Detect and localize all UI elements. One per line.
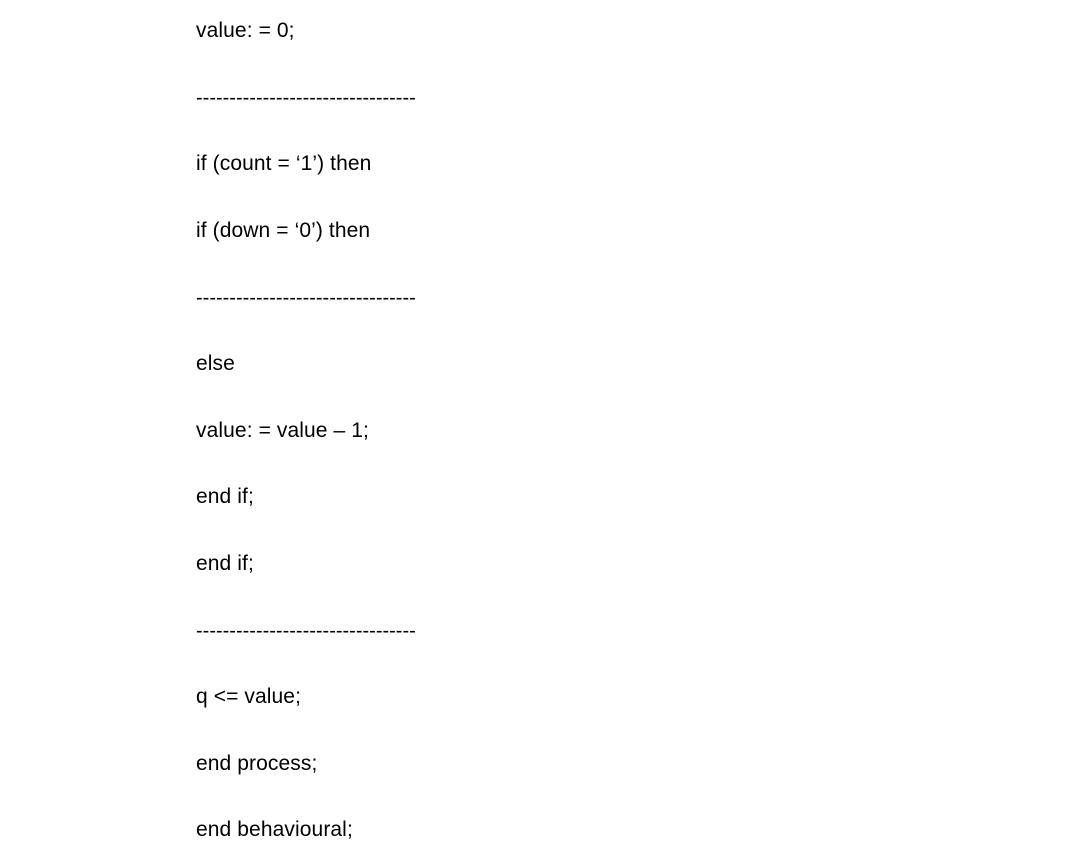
code-line-if-down: if (down = ‘0’) then	[196, 219, 371, 242]
separator-line: ---------------------------------	[196, 287, 416, 309]
separator-line: ---------------------------------	[196, 87, 416, 109]
code-line-else: else	[196, 352, 235, 375]
code-line-end-behavioural: end behavioural;	[196, 818, 353, 841]
code-line-end-if: end if;	[196, 485, 254, 508]
code-line-value-init: value: = 0;	[196, 19, 295, 42]
separator-line: ---------------------------------	[196, 620, 416, 642]
code-line-value-decrement: value: = value – 1;	[196, 419, 369, 442]
code-line-end-process: end process;	[196, 752, 318, 775]
code-line-q-assign: q <= value;	[196, 685, 302, 708]
code-line-end-if: end if;	[196, 552, 254, 575]
code-line-if-count: if (count = ‘1’) then	[196, 152, 372, 175]
